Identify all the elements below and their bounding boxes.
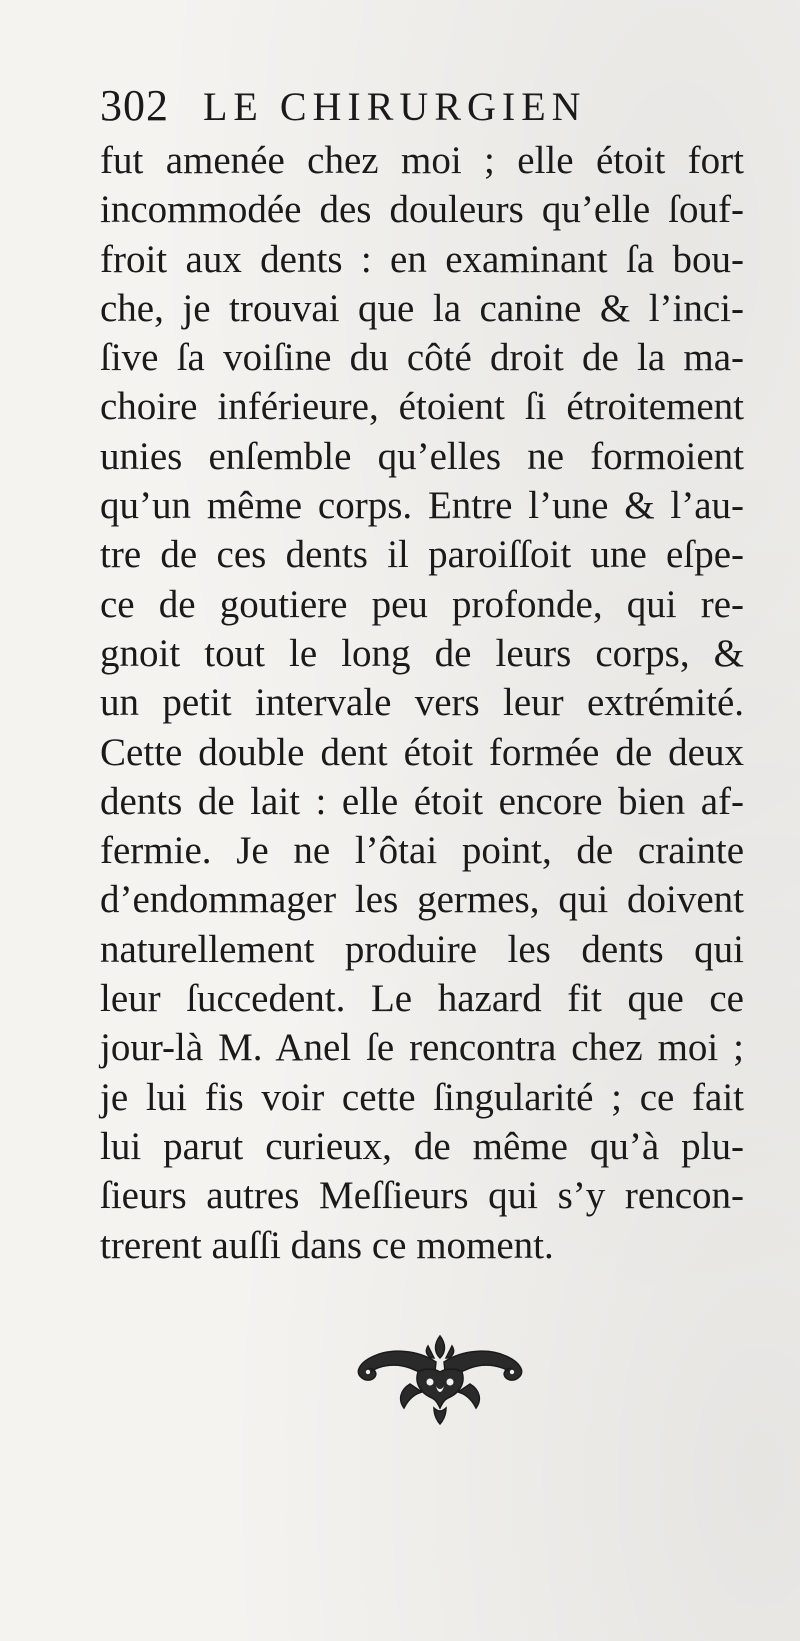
text-line: ce de goutiere peu profonde, qui re- [100,582,744,626]
text-line: leur ſuccedent. Le hazard fit que ce [100,977,744,1021]
body-text [100,136,744,1270]
text-line: ſive ſa voiſine du côté droit de la ma- [100,336,744,380]
text-line: je lui fis voir cette ſingularité ; ce fait [100,1075,744,1119]
running-title: LE CHIRURGIEN [203,84,587,129]
text-line: fermie. Je ne l’ôtai point, de crainte [100,829,744,873]
text-line: qu’un même corps. Entre l’une & l’au- [100,484,744,528]
text-line: incommodée des douleurs qu’elle ſouf- [100,188,744,232]
text-line: un petit intervale vers leur extrémité. [100,681,744,725]
text-line: ſieurs autres Meſſieurs qui s’y rencon- [100,1174,744,1218]
text-line: tre de ces dents il paroiſſoit une eſpe- [100,533,744,577]
text-line: choire inférieure, étoient ſi étroitement [100,385,744,429]
text-line: froit aux dents : en examinant ſa bou- [100,237,744,281]
text-line: che, je trouvai que la canine & l’inci- [100,286,744,330]
text-line: Cette double dent étoit formée de deux [100,730,744,774]
text-line: dents de lait : elle étoit encore bien af- [100,779,744,823]
text-line: lui parut curieux, de même qu’à plu- [100,1124,744,1168]
text-line: trerent auſſi dans ce moment. [100,1223,554,1267]
text-line: unies enſemble qu’elles ne formoient [100,434,744,478]
text-line: jour-là M. Anel ſe rencontra chez moi ; [100,1026,744,1070]
text-line: fut amenée chez moi ; elle étoit fort [100,139,744,182]
text-line: d’endommager les germes, qui doivent [100,878,744,922]
floral-tailpiece-ornament-icon [340,1328,540,1426]
text-line: naturellement produire les dents qui [100,927,744,971]
text-line: gnoit tout le long de leurs corps, & [100,631,744,675]
page-number: 302 [100,81,169,130]
running-head [100,80,700,136]
